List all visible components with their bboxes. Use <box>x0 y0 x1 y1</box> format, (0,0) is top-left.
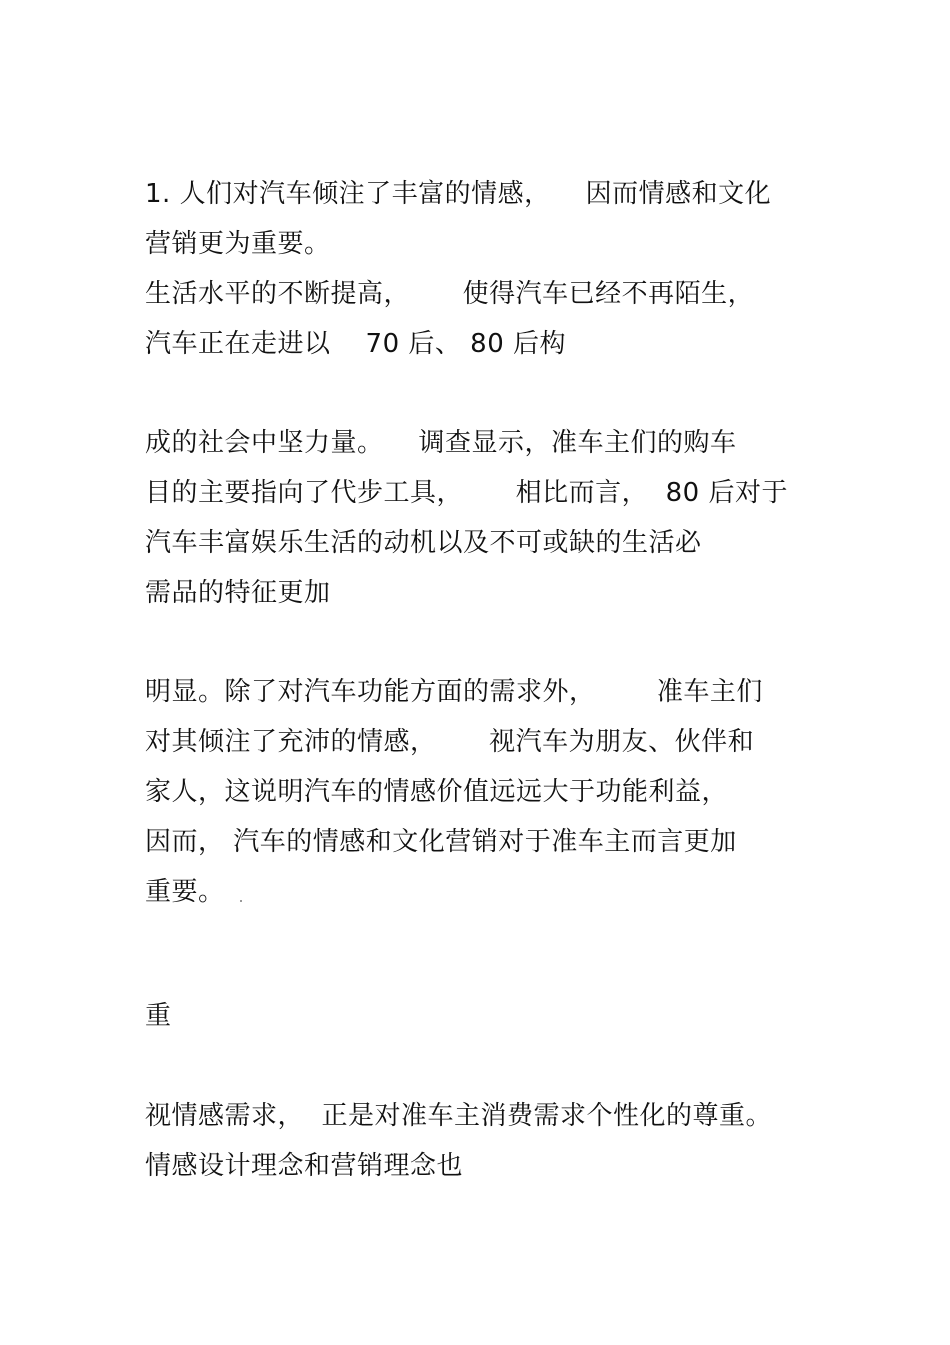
text-line: 对其倾注了充沛的情感， 视汽车为朋友、伙伴和 <box>145 727 755 757</box>
text-line: 视情感需求， 正是对准车主消费需求个性化的尊重。 <box>145 1101 773 1131</box>
stray-dot <box>240 900 242 902</box>
text-line: 家人，这说明汽车的情感价值远远大于功能利益， <box>145 777 729 807</box>
text-line: 成的社会中坚力量。 调查显示，准车主们的购车 <box>145 428 737 458</box>
text-line: 目的主要指向了代步工具， 相比而言， 80 后对于 <box>145 478 788 508</box>
text-line: 重要。 <box>145 877 225 907</box>
text-line: 情感设计理念和营销理念也 <box>145 1151 464 1181</box>
text-line: 营销更为重要。 <box>145 229 331 259</box>
text-line: 重 <box>145 1001 172 1031</box>
text-line: 生活水平的不断提高， 使得汽车已经不再陌生， <box>145 279 755 309</box>
text-line: 因而， 汽车的情感和文化营销对于准车主而言更加 <box>145 827 737 857</box>
text-line: 汽车正在走进以 70 后、 80 后构 <box>145 329 567 359</box>
text-line: 需品的特征更加 <box>145 578 331 608</box>
text-line: 1. 人们对汽车倾注了丰富的情感， 因而情感和文化 <box>145 179 772 209</box>
text-line: 汽车丰富娱乐生活的动机以及不可或缺的生活必 <box>145 528 702 558</box>
text-line: 明显。除了对汽车功能方面的需求外， 准车主们 <box>145 677 763 707</box>
